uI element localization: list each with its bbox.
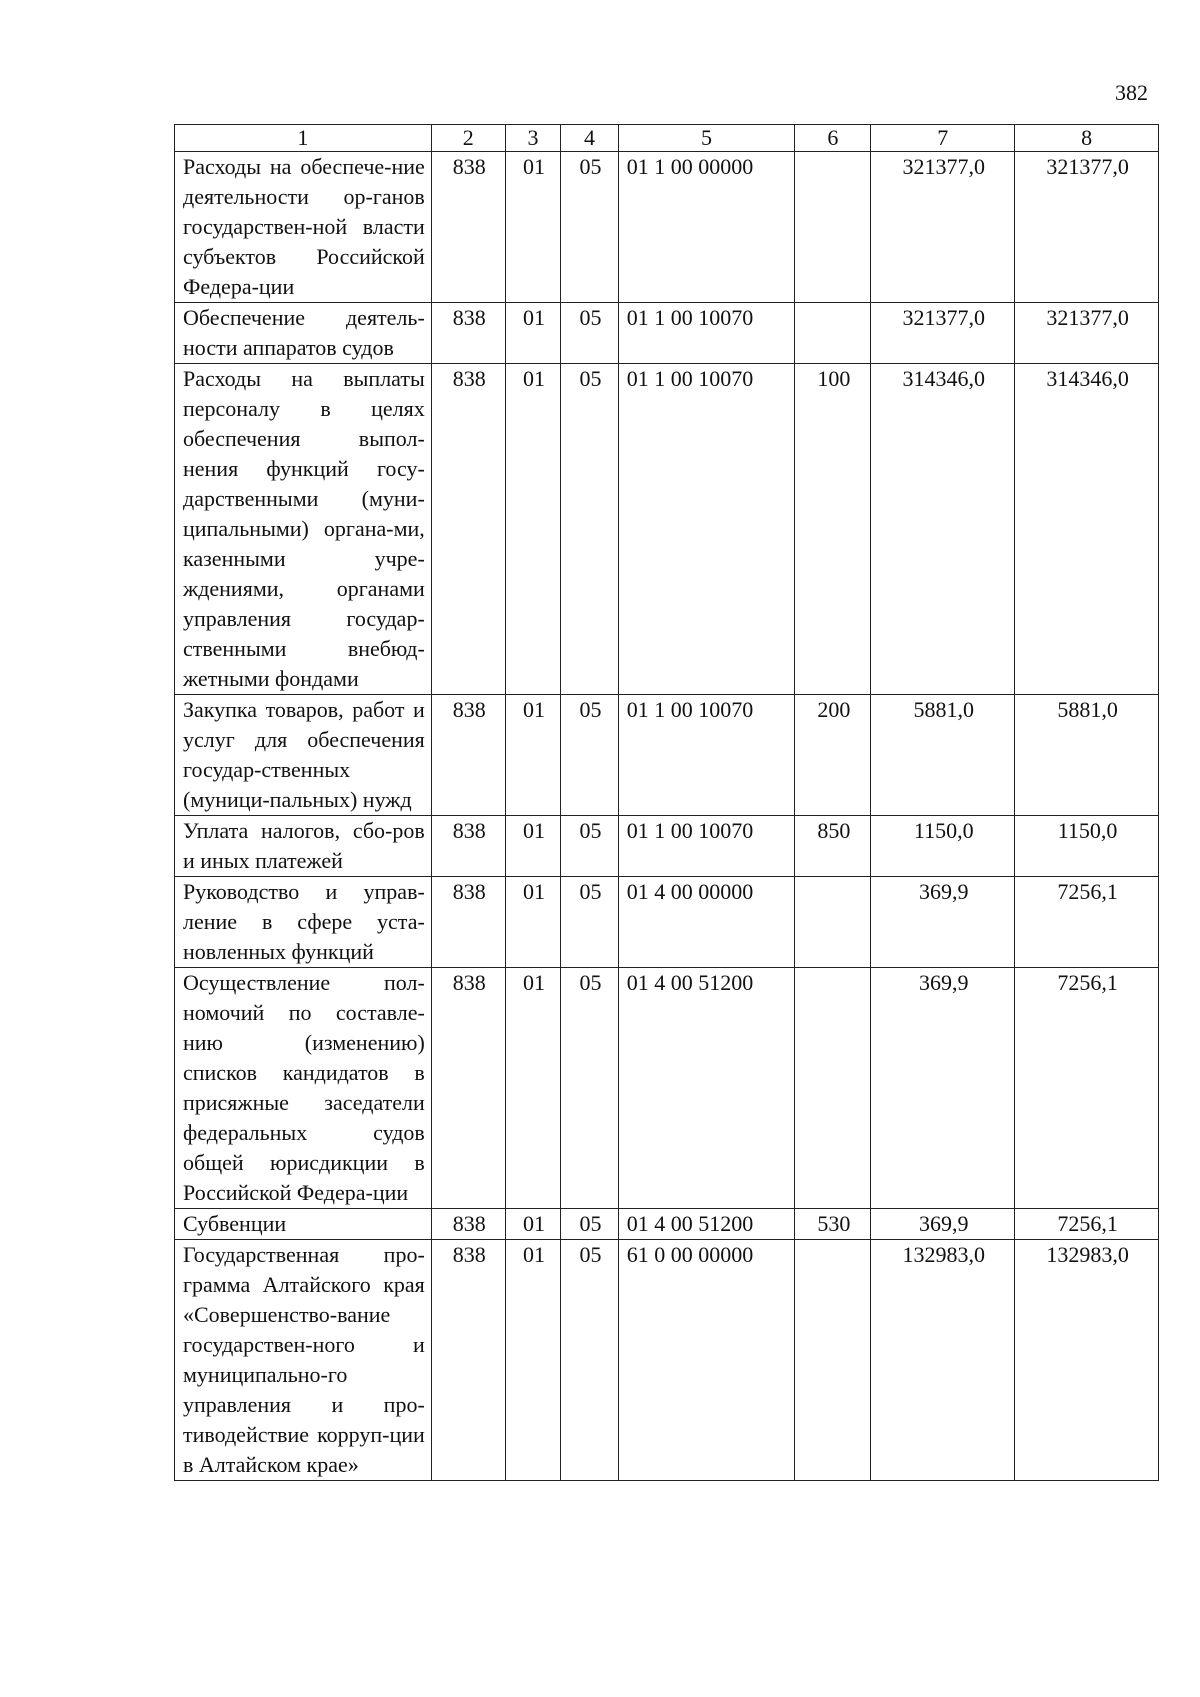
- column-header: 6: [795, 125, 871, 152]
- target-article-code: 01 1 00 10070: [618, 695, 795, 816]
- amount-col7: 1150,0: [871, 816, 1015, 877]
- grbs-code: 838: [431, 1240, 505, 1481]
- expense-name: Закупка товаров, работ и услуг для обеспечения государ-ственных (муници-пальных) нужд: [175, 695, 432, 816]
- amount-col8: 132983,0: [1015, 1240, 1159, 1481]
- section-code: 01: [505, 816, 560, 877]
- section-code: 01: [505, 695, 560, 816]
- expense-name: Расходы на выплаты персоналу в целях обеспечения выпол-нения функций госу-дарственными (муни-ципальными) органа-ми, казенными учре-ждениями, органами управления государ-ственными внебюд-жетными фондами: [175, 364, 432, 695]
- amount-col8: 7256,1: [1015, 877, 1159, 968]
- expense-type-code: [795, 152, 871, 303]
- expense-type-code: 850: [795, 816, 871, 877]
- table-row: [175, 695, 1159, 816]
- subsection-code: 05: [561, 1209, 619, 1240]
- grbs-code: 838: [431, 303, 505, 364]
- section-code: 01: [505, 303, 560, 364]
- grbs-code: 838: [431, 1209, 505, 1240]
- expense-name: Обеспечение деятель-ности аппаратов судов: [175, 303, 432, 364]
- section-code: 01: [505, 152, 560, 303]
- amount-col7: 369,9: [871, 1209, 1015, 1240]
- section-code: 01: [505, 364, 560, 695]
- subsection-code: 05: [561, 303, 619, 364]
- expense-type-code: 100: [795, 364, 871, 695]
- column-header: 2: [431, 125, 505, 152]
- amount-col8: 5881,0: [1015, 695, 1159, 816]
- table-row: [175, 816, 1159, 877]
- amount-col7: 314346,0: [871, 364, 1015, 695]
- table-row: [175, 1209, 1159, 1240]
- expense-name: Уплата налогов, сбо-ров и иных платежей: [175, 816, 432, 877]
- column-header: 8: [1015, 125, 1159, 152]
- expense-type-code: 200: [795, 695, 871, 816]
- expense-name: Руководство и управ-ление в сфере уста-новленных функций: [175, 877, 432, 968]
- table-row: [175, 1240, 1159, 1481]
- expense-name: Расходы на обеспече-ние деятельности ор-ганов государствен-ной власти субъектов Российской Федера-ции: [175, 152, 432, 303]
- table-row: [175, 152, 1159, 303]
- amount-col8: 321377,0: [1015, 152, 1159, 303]
- expense-name: Субвенции: [175, 1209, 432, 1240]
- amount-col8: 7256,1: [1015, 968, 1159, 1209]
- expense-type-code: [795, 968, 871, 1209]
- grbs-code: 838: [431, 695, 505, 816]
- column-header: 4: [561, 125, 619, 152]
- expense-name: Государственная про-грамма Алтайского края «Совершенство-вание государствен-ного и муниципально-го управления и про-тиводействие корруп-ции в Алтайском крае»: [175, 1240, 432, 1481]
- amount-col7: 5881,0: [871, 695, 1015, 816]
- amount-col8: 314346,0: [1015, 364, 1159, 695]
- table-row: [175, 968, 1159, 1209]
- subsection-code: 05: [561, 695, 619, 816]
- table-row: [175, 303, 1159, 364]
- column-header: 3: [505, 125, 560, 152]
- header-row: [175, 125, 1159, 152]
- table-row: [175, 877, 1159, 968]
- table-row: [175, 364, 1159, 695]
- target-article-code: 01 1 00 10070: [618, 364, 795, 695]
- section-code: 01: [505, 1209, 560, 1240]
- grbs-code: 838: [431, 816, 505, 877]
- target-article-code: 01 1 00 10070: [618, 816, 795, 877]
- subsection-code: 05: [561, 152, 619, 303]
- expense-name: Осуществление пол-номочий по составле-нию (изменению) списков кандидатов в присяжные заседатели федеральных судов общей юрисдикции в Российской Федера-ции: [175, 968, 432, 1209]
- target-article-code: 61 0 00 00000: [618, 1240, 795, 1481]
- target-article-code: 01 1 00 10070: [618, 303, 795, 364]
- amount-col7: 369,9: [871, 877, 1015, 968]
- subsection-code: 05: [561, 816, 619, 877]
- expense-type-code: [795, 303, 871, 364]
- grbs-code: 838: [431, 968, 505, 1209]
- column-header: 5: [618, 125, 795, 152]
- expense-type-code: [795, 1240, 871, 1481]
- amount-col8: 7256,1: [1015, 1209, 1159, 1240]
- grbs-code: 838: [431, 877, 505, 968]
- subsection-code: 05: [561, 364, 619, 695]
- subsection-code: 05: [561, 1240, 619, 1481]
- amount-col8: 321377,0: [1015, 303, 1159, 364]
- amount-col7: 369,9: [871, 968, 1015, 1209]
- grbs-code: 838: [431, 364, 505, 695]
- column-header: 7: [871, 125, 1015, 152]
- amount-col8: 1150,0: [1015, 816, 1159, 877]
- target-article-code: 01 4 00 00000: [618, 877, 795, 968]
- page-number: 382: [1115, 80, 1148, 105]
- expense-type-code: 530: [795, 1209, 871, 1240]
- amount-col7: 321377,0: [871, 152, 1015, 303]
- subsection-code: 05: [561, 877, 619, 968]
- budget-table: [174, 124, 1159, 1481]
- target-article-code: 01 4 00 51200: [618, 1209, 795, 1240]
- section-code: 01: [505, 968, 560, 1209]
- amount-col7: 321377,0: [871, 303, 1015, 364]
- column-header: 1: [175, 125, 432, 152]
- section-code: 01: [505, 877, 560, 968]
- expense-type-code: [795, 877, 871, 968]
- subsection-code: 05: [561, 968, 619, 1209]
- target-article-code: 01 1 00 00000: [618, 152, 795, 303]
- amount-col7: 132983,0: [871, 1240, 1015, 1481]
- section-code: 01: [505, 1240, 560, 1481]
- grbs-code: 838: [431, 152, 505, 303]
- target-article-code: 01 4 00 51200: [618, 968, 795, 1209]
